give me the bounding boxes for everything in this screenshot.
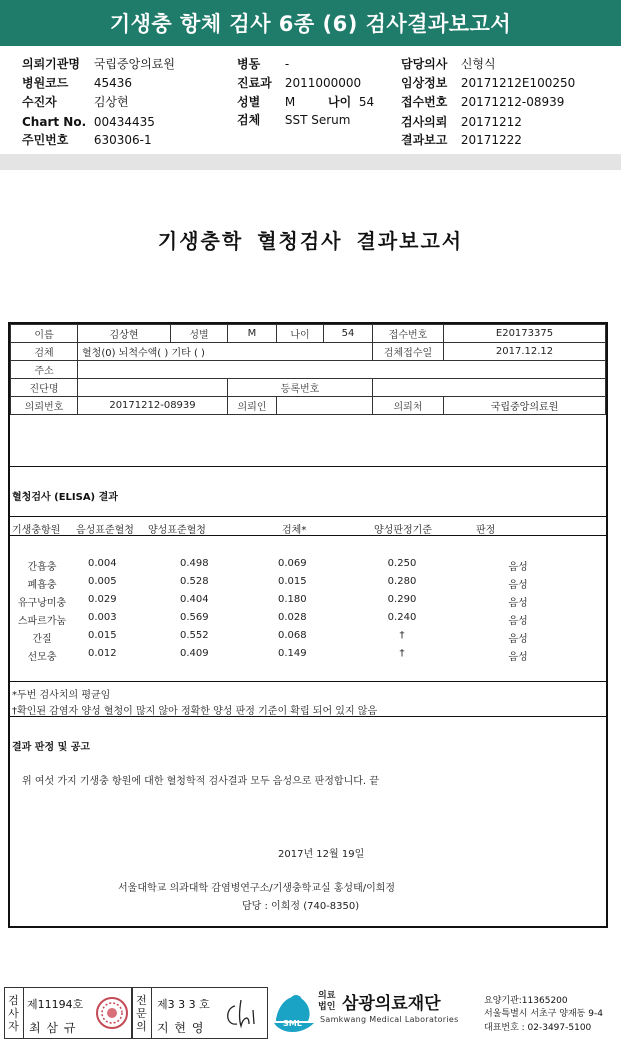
note-average: *두번 검사치의 평균임 [12,690,111,701]
antigen-cell: 간흡충 [27,562,57,573]
specimen-cell: 0.068 [278,630,307,641]
criterion-cell: † [399,648,405,659]
signature-icon [221,996,263,1032]
logo-text: SML [283,1019,302,1028]
positive-cell: 0.552 [180,630,209,641]
report-title: 기생충 항체 검사 6종 (6) 검사결과보고서 [109,12,512,36]
info-clinical: 임상정보 20171212E100250 [401,76,576,90]
corp-label: 의료법인 [318,991,336,1012]
specialist-box [132,987,268,1039]
divider [10,466,606,467]
seal-icon [95,996,129,1030]
header-separator [0,154,621,170]
specialist-name: 지 현 영 [157,1021,205,1035]
info-specimen: 검체 SST Serum [237,113,351,127]
inspector-number: 제11194호 [27,998,84,1011]
info-report-date: 결과보고 20171222 [401,133,522,147]
divider [10,681,606,682]
negative-cell: 0.004 [88,558,117,569]
judgement-cell: 음성 [508,580,528,591]
negative-cell: 0.003 [88,612,117,623]
judgement-cell: 음성 [508,634,528,645]
table-row: 이름 김상현 성별 M 나이 54 접수번호 E20173375 [11,325,606,343]
positive-cell: 0.409 [180,648,209,659]
info-request-date: 검사의뢰 20171212 [401,115,522,129]
col-antigen: 기생충항원 [12,525,61,536]
institution-code: 요양기관:11365200 [484,996,568,1006]
report-date: 2017년 12월 19일 [278,849,365,860]
foundation-address: 서울특별시 서초구 양재동 9-4 [484,1009,603,1019]
judgement-cell: 음성 [508,616,528,627]
divider [10,535,606,536]
info-receipt-no: 접수번호 20171212-08939 [401,95,565,109]
info-doctor: 담당의사 신형식 [401,57,496,71]
positive-cell: 0.404 [180,594,209,605]
info-hospital-code: 병원코드 45436 [22,76,133,90]
specimen-cell: 0.069 [278,558,307,569]
report-title-bar [0,0,621,46]
col-specimen: 검체* [282,525,307,536]
info-sex: 성별 M [237,95,296,109]
patient-table [10,324,606,415]
antigen-cell: 선모충 [27,652,57,663]
table-row: 주소 [11,361,606,379]
info-hospital: 의뢰기관명 국립중앙의료원 [22,57,175,71]
criterion-cell: 0.280 [387,576,417,587]
table-row: 검체 혈청(0) 뇌척수액( ) 기타 ( ) 검체접수일 2017.12.12 [11,343,606,361]
criterion-cell: 0.250 [387,558,417,569]
antigen-cell: 유구낭미충 [17,598,67,609]
elisa-section-title: 혈청검사 (ELISA) 결과 [12,492,118,503]
judgement-cell: 음성 [508,652,528,663]
info-department: 진료과 2011000000 [237,76,362,90]
inspector-name: 최 삼 규 [29,1021,77,1035]
antigen-cell: 폐흡충 [27,580,57,591]
report-contact: 담당 : 이희정 (740-8350) [242,901,360,912]
inspector-box [4,987,132,1039]
criterion-cell: 0.240 [387,612,417,623]
positive-cell: 0.528 [180,576,209,587]
inspector-label: 검사자 [8,994,19,1033]
conclusion-text: 위 여섯 가지 기생충 항원에 대한 혈청학적 검사결과 모두 음성으로 판정합니다. 끝 [22,776,379,787]
specimen-cell: 0.180 [278,594,307,605]
document-title: 기생충학 혈청검사 결과보고서 [157,229,464,253]
antigen-cell: 스파르가눔 [17,616,67,627]
positive-cell: 0.498 [180,558,209,569]
negative-cell: 0.005 [88,576,117,587]
info-resident-no: 주민번호 630306-1 [22,133,152,147]
specialist-number: 제3 3 3 호 [157,998,210,1011]
sml-logo-icon [272,989,316,1037]
report-box [8,322,608,928]
specimen-cell: 0.015 [278,576,307,587]
info-ward: 병동 - [237,57,290,71]
info-chart-no: Chart No. 00434435 [22,115,155,129]
negative-cell: 0.012 [88,648,117,659]
foundation-english: Samkwang Medical Laboratories [320,1015,459,1024]
footer [0,985,621,1052]
col-judgement: 판정 [476,525,496,536]
divider [10,516,606,517]
col-negative: 음성표준혈청 [76,525,134,536]
criterion-cell: 0.290 [387,594,417,605]
judgement-cell: 음성 [508,598,528,609]
divider [10,716,606,717]
info-age: 나이 54 [328,95,375,109]
conclusion-title: 결과 판정 및 공고 [12,742,91,753]
foundation-name: 삼광의료재단 [342,994,441,1014]
judgement-cell: 음성 [508,562,528,573]
specialist-label: 전문의 [136,994,147,1033]
specimen-cell: 0.149 [278,648,307,659]
col-criterion: 양성판정기준 [374,525,432,536]
note-dagger: †확인된 감염자 양성 혈청이 많지 않아 정확한 양성 판정 기준이 확립 되어 있지 않음 [12,706,378,717]
positive-cell: 0.569 [180,612,209,623]
criterion-cell: † [399,630,405,641]
table-row: 진단명 등록번호 [11,379,606,397]
negative-cell: 0.029 [88,594,117,605]
specimen-cell: 0.028 [278,612,307,623]
table-row: 의뢰번호 20171212-08939 의뢰인 의뢰처 국립중앙의료원 [11,397,606,415]
col-positive: 양성표준혈청 [148,525,206,536]
negative-cell: 0.015 [88,630,117,641]
foundation-phone: 대표번호 : 02-3497-5100 [484,1023,592,1033]
report-organization: 서울대학교 의과대학 감염병연구소/기생충학교실 홍성태/이희정 [118,883,396,894]
info-patient: 수진자 김상현 [22,95,129,109]
antigen-cell: 간질 [32,634,52,645]
